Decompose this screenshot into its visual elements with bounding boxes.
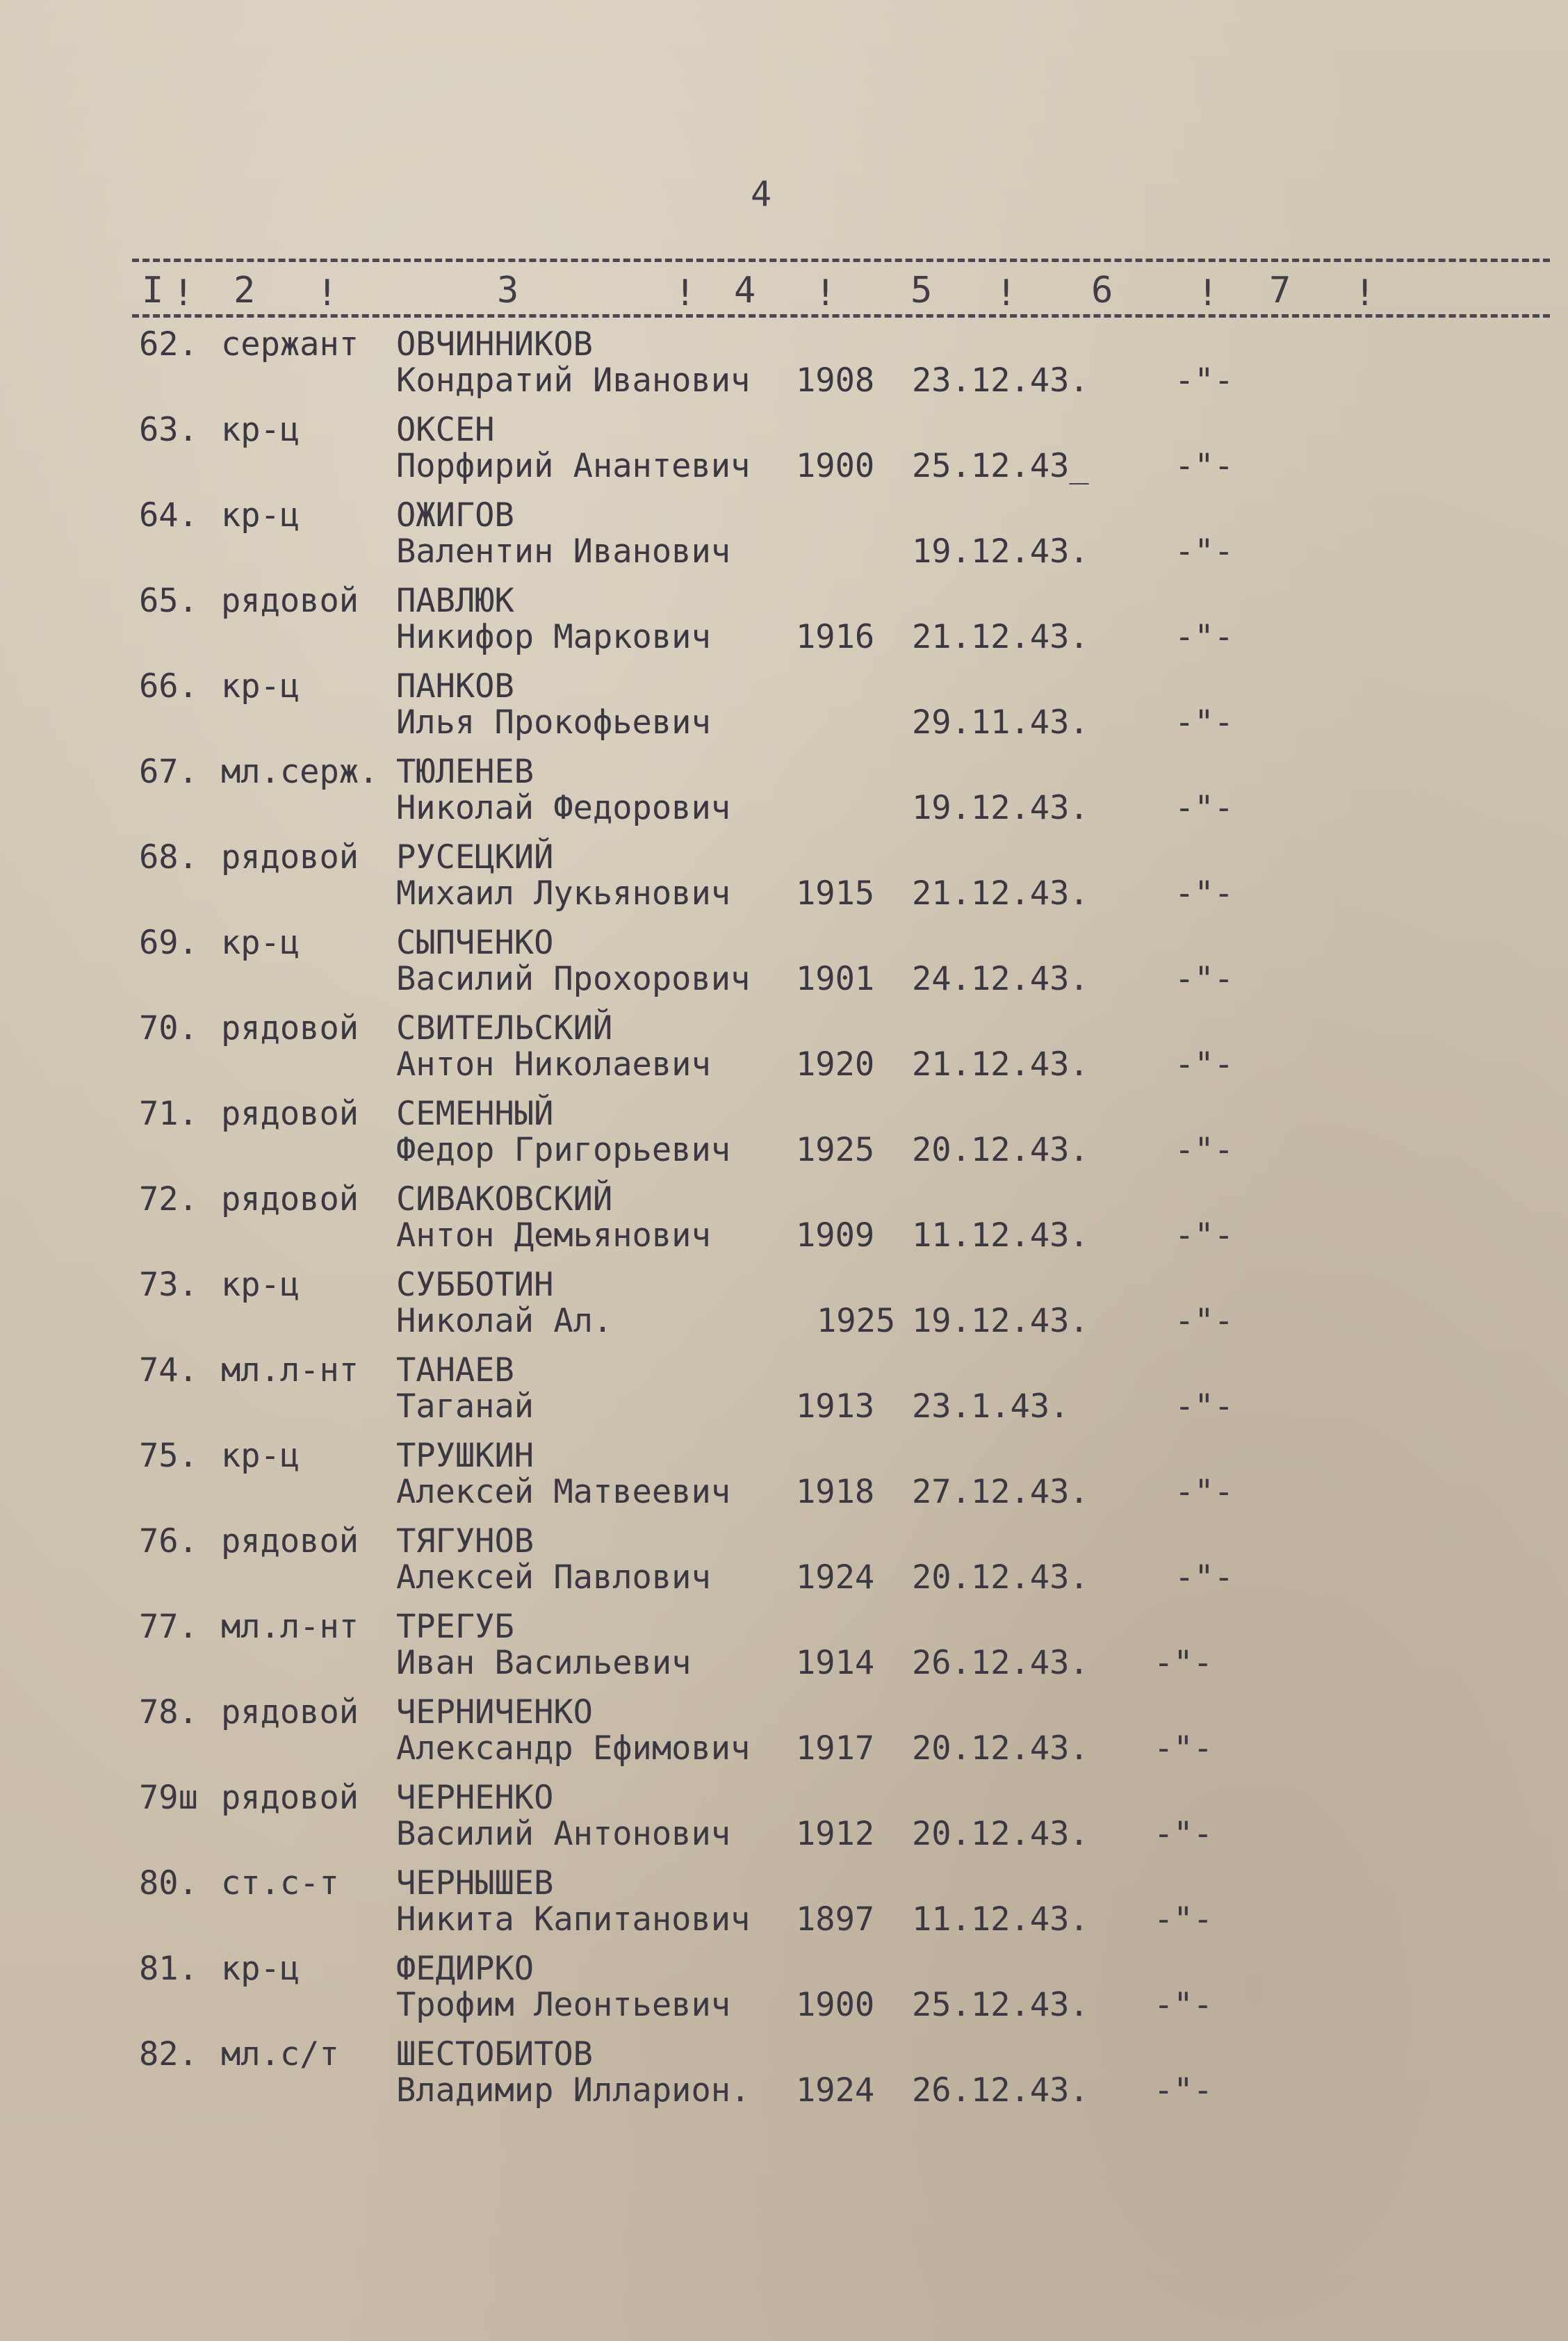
- surname: ТЯГУНОВ: [396, 1522, 534, 1560]
- birth-year: 1925: [796, 1131, 875, 1169]
- rank: ст.с-т: [221, 1864, 339, 1902]
- rank: кр-ц: [221, 924, 300, 962]
- given-name: Никита Капитанович: [396, 1900, 751, 1939]
- row-number: 69.: [139, 924, 198, 962]
- ditto-mark: -"-: [1175, 1473, 1234, 1511]
- header-col-5: 5: [910, 270, 933, 311]
- header-col-1: I: [142, 270, 164, 311]
- date: 11.12.43.: [912, 1900, 1089, 1939]
- surname: СУББОТИН: [396, 1266, 554, 1304]
- rank: рядовой: [221, 1180, 359, 1218]
- row-number: 78.: [139, 1693, 198, 1731]
- given-name: Антон Николаевич: [396, 1045, 711, 1084]
- birth-year: 1920: [796, 1045, 875, 1084]
- row-number: 66.: [139, 667, 198, 705]
- birth-year: 1909: [796, 1216, 875, 1255]
- row-number: 71.: [139, 1095, 198, 1133]
- given-name: Таганай: [396, 1387, 534, 1426]
- rank: рядовой: [221, 1779, 359, 1817]
- ditto-mark: -"-: [1175, 532, 1234, 571]
- ditto-mark: -"-: [1175, 1302, 1234, 1340]
- date: 19.12.43.: [912, 1302, 1089, 1340]
- surname: ТРУШКИН: [396, 1437, 534, 1475]
- ditto-mark: -"-: [1175, 618, 1234, 656]
- ditto-mark: -"-: [1175, 1558, 1234, 1597]
- surname: РУСЕЦКИЙ: [396, 838, 554, 876]
- birth-year: 1900: [796, 1986, 875, 2024]
- table-header-rule: [132, 314, 1550, 318]
- row-number: 67.: [139, 753, 198, 791]
- surname: ТРЕГУБ: [396, 1608, 514, 1646]
- date: 20.12.43.: [912, 1815, 1089, 1853]
- rank: рядовой: [221, 1522, 359, 1560]
- surname: СЫПЧЕНКО: [396, 924, 554, 962]
- header-separator: !: [316, 272, 338, 314]
- date: 20.12.43.: [912, 1729, 1089, 1768]
- date: 19.12.43.: [912, 532, 1089, 571]
- birth-year: 1916: [796, 618, 875, 656]
- row-number: 80.: [139, 1864, 198, 1902]
- table-row: [0, 840, 1568, 925]
- table-row: [0, 583, 1568, 669]
- rank: сержант: [221, 325, 359, 364]
- table-row: [0, 1011, 1568, 1096]
- birth-year: 1918: [796, 1473, 875, 1511]
- ditto-mark: -"-: [1175, 1045, 1234, 1084]
- given-name: Алексей Матвеевич: [396, 1473, 731, 1511]
- surname: ПАНКОВ: [396, 667, 514, 705]
- row-number: 62.: [139, 325, 198, 364]
- header-separator: !: [172, 272, 195, 314]
- surname: ОЖИГОВ: [396, 496, 514, 535]
- surname: ЧЕРНЫШЕВ: [396, 1864, 554, 1902]
- table-row: [0, 498, 1568, 583]
- given-name: Валентин Иванович: [396, 532, 731, 571]
- table-row: [0, 1609, 1568, 1695]
- header-col-3: 3: [497, 270, 519, 311]
- rank: рядовой: [221, 1009, 359, 1047]
- table-row: [0, 1780, 1568, 1866]
- header-separator: !: [1354, 272, 1376, 314]
- header-separator: !: [995, 272, 1018, 314]
- birth-year: 1900: [796, 447, 875, 485]
- row-number: 63.: [139, 411, 198, 449]
- rank: мл.л-нт: [221, 1608, 359, 1646]
- birth-year: 1924: [796, 2071, 875, 2110]
- ditto-mark: -"-: [1175, 789, 1234, 827]
- ditto-mark: -"-: [1175, 874, 1234, 913]
- date: 27.12.43.: [912, 1473, 1089, 1511]
- surname: ОКСЕН: [396, 411, 495, 449]
- row-number: 68.: [139, 838, 198, 876]
- rank: рядовой: [221, 838, 359, 876]
- given-name: Иван Васильевич: [396, 1644, 692, 1682]
- surname: СЕМЕННЫЙ: [396, 1095, 554, 1133]
- table-row: [0, 412, 1568, 498]
- header-separator: !: [815, 272, 837, 314]
- birth-year: 1913: [796, 1387, 875, 1426]
- rank: кр-ц: [221, 1266, 300, 1304]
- row-number: 70.: [139, 1009, 198, 1047]
- header-col-6: 6: [1091, 270, 1113, 311]
- header-col-7: 7: [1269, 270, 1291, 311]
- birth-year: 1924: [796, 1558, 875, 1597]
- row-number: 64.: [139, 496, 198, 535]
- surname: ШЕСТОБИТОВ: [396, 2035, 593, 2073]
- ditto-mark: -"-: [1175, 1387, 1234, 1426]
- row-number: 79ш: [139, 1779, 198, 1817]
- given-name: Трофим Леонтьевич: [396, 1986, 731, 2024]
- birth-year: 1912: [796, 1815, 875, 1853]
- page-number: 4: [751, 174, 772, 214]
- birth-year: 1901: [796, 960, 875, 998]
- date: 26.12.43.: [912, 1644, 1089, 1682]
- birth-year: 1897: [796, 1900, 875, 1939]
- surname: СВИТЕЛЬСКИЙ: [396, 1009, 613, 1047]
- surname: ФЕДИРКО: [396, 1950, 534, 1988]
- given-name: Василий Прохорович: [396, 960, 751, 998]
- birth-year: 1908: [796, 361, 875, 400]
- rank: рядовой: [221, 1095, 359, 1133]
- ditto-mark: -"-: [1175, 703, 1234, 742]
- table-row: [0, 1182, 1568, 1267]
- ditto-mark: -"-: [1154, 1729, 1213, 1768]
- ditto-mark: -"-: [1154, 1986, 1213, 2024]
- row-number: 75.: [139, 1437, 198, 1475]
- rank: кр-ц: [221, 411, 300, 449]
- table-row: [0, 1096, 1568, 1182]
- rank: кр-ц: [221, 496, 300, 535]
- date: 23.1.43.: [912, 1387, 1070, 1426]
- date: 25.12.43.: [912, 1986, 1089, 2024]
- row-number: 76.: [139, 1522, 198, 1560]
- date: 24.12.43.: [912, 960, 1089, 998]
- surname: ЧЕРНИЧЕНКО: [396, 1693, 593, 1731]
- given-name: Михаил Лукьянович: [396, 874, 731, 913]
- row-number: 77.: [139, 1608, 198, 1646]
- date: 20.12.43.: [912, 1558, 1089, 1597]
- birth-year: 1917: [796, 1729, 875, 1768]
- rank: рядовой: [221, 582, 359, 620]
- date: 26.12.43.: [912, 2071, 1089, 2110]
- row-number: 73.: [139, 1266, 198, 1304]
- table-row: [0, 2037, 1568, 2122]
- table-top-rule: [132, 259, 1550, 262]
- given-name: Алексей Павлович: [396, 1558, 711, 1597]
- ditto-mark: -"-: [1175, 361, 1234, 400]
- date: 21.12.43.: [912, 874, 1089, 913]
- surname: СИВАКОВСКИЙ: [396, 1180, 613, 1218]
- birth-year: 1915: [796, 874, 875, 913]
- date: 23.12.43.: [912, 361, 1089, 400]
- rank: мл.л-нт: [221, 1351, 359, 1389]
- date: 21.12.43.: [912, 618, 1089, 656]
- rank: мл.с/т: [221, 2035, 339, 2073]
- header-col-2: 2: [234, 270, 256, 311]
- given-name: Николай Федорович: [396, 789, 731, 827]
- ditto-mark: -"-: [1175, 1216, 1234, 1255]
- surname: ТАНАЕВ: [396, 1351, 514, 1389]
- given-name: Федор Григорьевич: [396, 1131, 731, 1169]
- given-name: Никифор Маркович: [396, 618, 711, 656]
- rank: рядовой: [221, 1693, 359, 1731]
- given-name: Николай Ал.: [396, 1302, 613, 1340]
- given-name: Владимир Илларион.: [396, 2071, 751, 2110]
- date: 20.12.43.: [912, 1131, 1089, 1169]
- given-name: Антон Демьянович: [396, 1216, 711, 1255]
- ditto-mark: -"-: [1154, 1644, 1213, 1682]
- table-row: [0, 327, 1568, 412]
- table-row: [0, 754, 1568, 840]
- header-separator: !: [1197, 272, 1219, 314]
- date: 19.12.43.: [912, 789, 1089, 827]
- given-name: Василий Антонович: [396, 1815, 731, 1853]
- row-number: 74.: [139, 1351, 198, 1389]
- rank: мл.серж.: [221, 753, 379, 791]
- row-number: 81.: [139, 1950, 198, 1988]
- row-number: 72.: [139, 1180, 198, 1218]
- date: 25.12.43_: [912, 447, 1089, 485]
- given-name: Илья Прокофьевич: [396, 703, 711, 742]
- table-row: [0, 1951, 1568, 2037]
- ditto-mark: -"-: [1175, 1131, 1234, 1169]
- rank: кр-ц: [221, 667, 300, 705]
- ditto-mark: -"-: [1154, 1815, 1213, 1853]
- given-name: Александр Ефимович: [396, 1729, 751, 1768]
- surname: ЧЕРНЕНКО: [396, 1779, 554, 1817]
- table-row: [0, 1695, 1568, 1780]
- header-col-4: 4: [734, 270, 756, 311]
- ditto-mark: -"-: [1175, 447, 1234, 485]
- given-name: Кондратий Иванович: [396, 361, 751, 400]
- surname: ТЮЛЕНЕВ: [396, 753, 534, 791]
- table-row: [0, 1866, 1568, 1951]
- header-separator: !: [674, 272, 696, 314]
- surname: ОВЧИННИКОВ: [396, 325, 593, 364]
- birth-year: 1914: [796, 1644, 875, 1682]
- birth-year: 1925: [817, 1302, 896, 1340]
- date: 21.12.43.: [912, 1045, 1089, 1084]
- given-name: Порфирий Анантевич: [396, 447, 751, 485]
- table-row: [0, 925, 1568, 1011]
- ditto-mark: -"-: [1154, 2071, 1213, 2110]
- table-row: [0, 1267, 1568, 1353]
- table-row: [0, 1524, 1568, 1609]
- surname: ПАВЛЮК: [396, 582, 514, 620]
- ditto-mark: -"-: [1175, 960, 1234, 998]
- table-row: [0, 669, 1568, 754]
- date: 11.12.43.: [912, 1216, 1089, 1255]
- ditto-mark: -"-: [1154, 1900, 1213, 1939]
- table-row: [0, 1438, 1568, 1524]
- table-row: [0, 1353, 1568, 1438]
- rank: кр-ц: [221, 1437, 300, 1475]
- row-number: 65.: [139, 582, 198, 620]
- row-number: 82.: [139, 2035, 198, 2073]
- rank: кр-ц: [221, 1950, 300, 1988]
- date: 29.11.43.: [912, 703, 1089, 742]
